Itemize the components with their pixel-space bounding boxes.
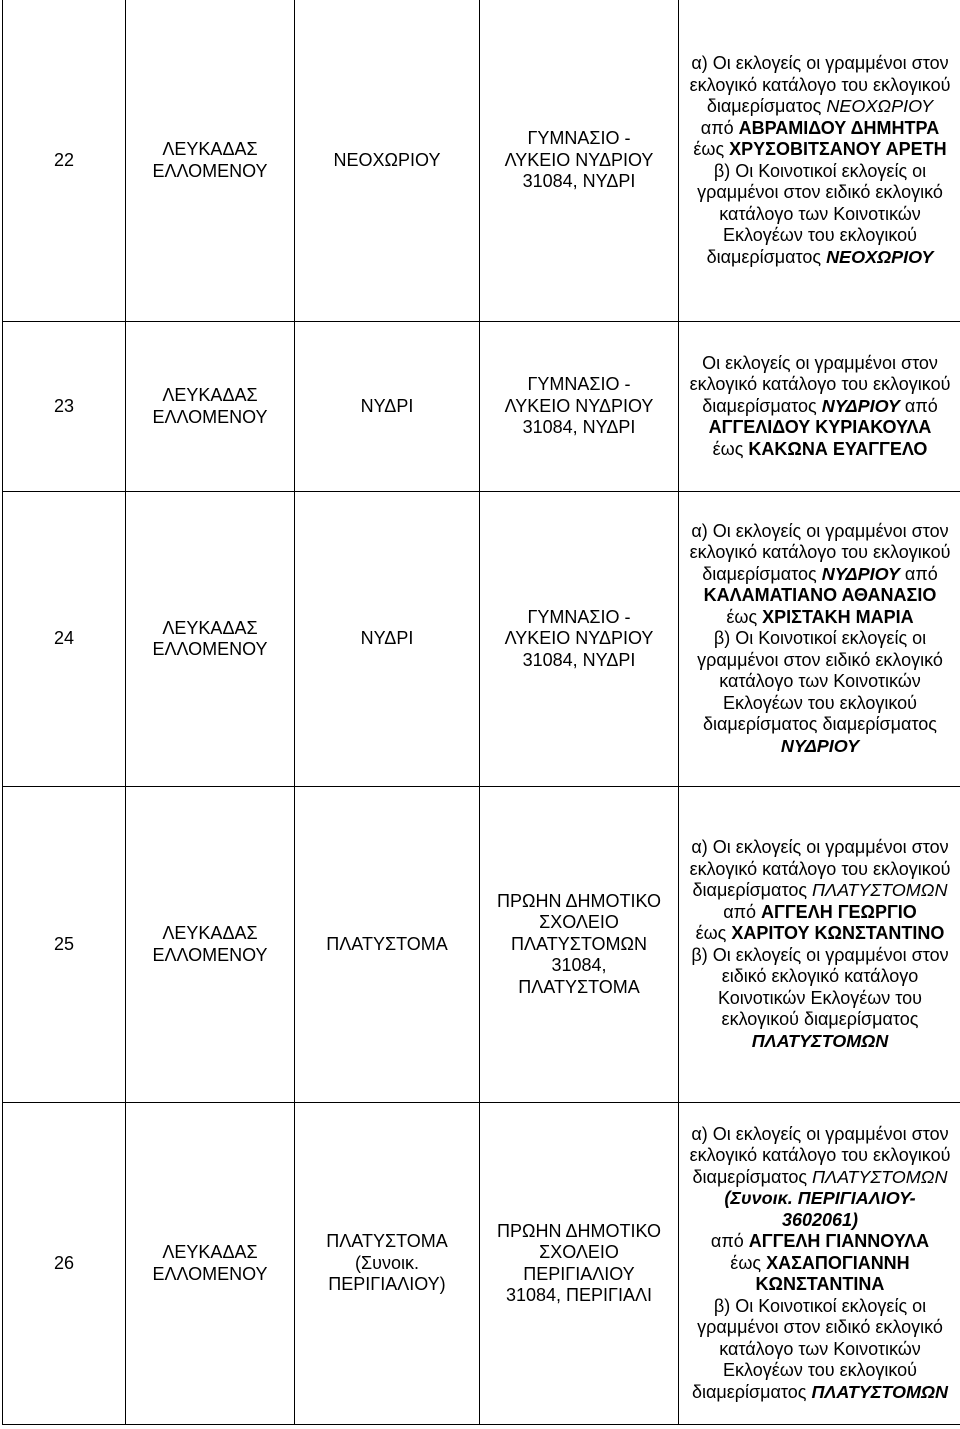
- description-segment: διαμερίσματος: [702, 563, 822, 584]
- description-segment: διαμερίσματος: [691, 1381, 812, 1402]
- description-segment: ΚΑΛΑΜΑΤΙΑΝΟ ΑΘΑΝΑΣΙΟ: [703, 585, 937, 606]
- table-row: [3, 1103, 960, 1425]
- school-line: ΠΡΩΗΝ ΔΗΜΟΤΙΚΟ: [497, 890, 661, 911]
- description-segment: γραμμένοι στον ειδικό εκλογικό: [697, 1317, 943, 1338]
- description-segment: γραμμένοι στον ειδικό εκλογικό: [697, 649, 943, 670]
- description-segment: κατάλογο των Κοινοτικών: [719, 1338, 921, 1359]
- description-line: [679, 607, 960, 629]
- place-line: (Συνοικ.: [355, 1252, 419, 1273]
- description-line: [679, 837, 960, 859]
- description-line: [679, 1210, 960, 1232]
- municipality-line: ΛΕΥΚΑΔΑΣ: [162, 139, 258, 159]
- description-segment: εκλογικού διαμερίσματος: [721, 1009, 919, 1029]
- place-line: ΝΥΔΡΙ: [360, 395, 414, 416]
- municipality-line: ΕΛΛΟΜΕΝΟΥ: [152, 406, 268, 427]
- description-line: [679, 671, 960, 693]
- description-line: [679, 880, 960, 902]
- description-line: [679, 1167, 960, 1189]
- description-segment: (Συνοικ. ΠΕΡΙΓΙΑΛΙΟΥ-: [724, 1188, 916, 1209]
- description-line: [679, 859, 960, 881]
- description-line: [679, 139, 960, 161]
- cell-description: [679, 322, 960, 492]
- school-line: 31084, ΝΥΔΡΙ: [522, 171, 636, 192]
- description-line: [679, 1339, 960, 1361]
- cell-school: [480, 1103, 679, 1425]
- description-line: [679, 736, 960, 758]
- school-line: 31084, ΠΕΡΙΓΙΑΛΙ: [505, 1285, 652, 1305]
- place-line: ΠΛΑΤΥΣΤΟΜΑ: [326, 933, 448, 954]
- cell-place: [295, 492, 480, 787]
- row-number: 24: [53, 628, 75, 649]
- description-segment: γραμμένοι στον ειδικό εκλογικό: [697, 182, 943, 202]
- school-line: 31084, ΝΥΔΡΙ: [522, 417, 636, 438]
- cell-description: [679, 492, 960, 787]
- school-line: ΠΡΩΗΝ ΔΗΜΟΤΙΚΟ: [497, 1220, 661, 1241]
- description-segment: από: [700, 117, 739, 138]
- municipality-line: ΕΛΛΟΜΕΝΟΥ: [152, 160, 268, 181]
- description-line: [679, 182, 960, 204]
- description-segment: β) Οι Κοινοτικοί εκλογείς οι: [713, 1295, 927, 1316]
- cell-school: [480, 0, 679, 322]
- description-segment: Εκλογέων του εκλογικού: [723, 692, 917, 713]
- municipality-line: ΕΛΛΟΜΕΝΟΥ: [152, 639, 268, 659]
- description-segment: ΑΓΓΕΛΗ ΓΙΑΝΝΟΥΛΑ: [748, 1231, 930, 1252]
- description-line: [679, 902, 960, 924]
- description-line: [679, 585, 960, 607]
- description-segment: ΑΓΓΕΛΗ ΓΕΩΡΓΙΟ: [761, 901, 917, 922]
- description-segment: κατάλογο των Κοινοτικών: [719, 671, 921, 692]
- school-line: ΛΥΚΕΙΟ ΝΥΔΡΙΟΥ: [504, 149, 654, 170]
- description-line: [679, 966, 960, 988]
- description-segment: από: [723, 901, 762, 922]
- cell-municipality: [126, 787, 295, 1103]
- school-line: ΓΥΜΝΑΣΙΟ -: [527, 606, 631, 627]
- description-line: [679, 161, 960, 183]
- description-line: [679, 650, 960, 672]
- description-segment: β) Οι Κοινοτικοί εκλογείς οι: [713, 628, 927, 649]
- description-segment: ΝΕΟΧΩΡΙΟΥ: [826, 96, 934, 116]
- school-line: ΛΥΚΕΙΟ ΝΥΔΡΙΟΥ: [504, 395, 654, 416]
- school-line: ΛΥΚΕΙΟ ΝΥΔΡΙΟΥ: [504, 628, 654, 649]
- cell-school: [480, 787, 679, 1103]
- cell-place: [295, 322, 480, 492]
- description-segment: έως: [712, 438, 749, 459]
- cell-municipality: [126, 1103, 295, 1425]
- cell-number: [3, 1103, 126, 1425]
- description-segment: β) Οι εκλογείς οι γραμμένοι στον: [691, 944, 949, 965]
- municipality-line: ΛΕΥΚΑΔΑΣ: [162, 923, 258, 943]
- description-segment: έως: [730, 1252, 767, 1273]
- description-segment: α) Οι εκλογείς οι γραμμένοι στον: [691, 1123, 949, 1144]
- row-number: 22: [53, 149, 75, 170]
- description-line: [679, 1124, 960, 1146]
- description-segment: ΚΩΝΣΤΑΝΤΙΝΑ: [755, 1274, 885, 1295]
- description-line: [679, 439, 960, 461]
- description-segment: από: [899, 395, 938, 416]
- description-segment: εκλογικό κατάλογο του εκλογικού: [689, 858, 951, 879]
- description-segment: ΝΕΟΧΩΡΙΟΥ: [826, 246, 934, 267]
- cell-municipality: [126, 492, 295, 787]
- description-segment: ΝΥΔΡΙΟΥ: [780, 735, 860, 756]
- description-line: [679, 1253, 960, 1275]
- municipality-line: ΕΛΛΟΜΕΝΟΥ: [152, 944, 268, 965]
- description-segment: 3602061): [781, 1209, 859, 1230]
- description-segment: ειδικό εκλογικό κατάλογο: [721, 966, 919, 986]
- description-line: [679, 1296, 960, 1318]
- description-line: [679, 1188, 960, 1210]
- description-line: [679, 225, 960, 247]
- description-segment: Κοινοτικών Εκλογέων του: [717, 987, 923, 1008]
- cell-description: [679, 0, 960, 322]
- description-segment: διαμερίσματος: [692, 880, 813, 900]
- school-line: ΠΛΑΤΥΣΤΟΜΑ: [518, 976, 640, 997]
- table-row: [3, 0, 960, 322]
- description-segment: ΧΡΥΣΟΒΙΤΣΑΝΟΥ ΑΡΕΤΗ: [729, 139, 947, 159]
- description-line: [679, 417, 960, 439]
- description-segment: ΠΛΑΤΥΣΤΟΜΩΝ: [812, 1166, 948, 1187]
- description-line: [679, 1317, 960, 1339]
- description-line: [679, 396, 960, 418]
- description-line: [679, 945, 960, 967]
- cell-number: [3, 322, 126, 492]
- school-line: ΓΥΜΝΑΣΙΟ -: [527, 128, 631, 149]
- description-segment: εκλογικό κατάλογο του εκλογικού: [689, 374, 951, 395]
- cell-number: [3, 492, 126, 787]
- description-line: [679, 1360, 960, 1382]
- school-line: ΓΥΜΝΑΣΙΟ -: [527, 374, 631, 395]
- description-segment: διαμερίσματος: [706, 246, 827, 267]
- school-line: ΠΛΑΤΥΣΤΟΜΩΝ: [511, 933, 647, 954]
- school-line: 31084, ΝΥΔΡΙ: [522, 649, 636, 670]
- description-segment: α) Οι εκλογείς οι γραμμένοι στον: [691, 53, 949, 73]
- municipality-line: ΛΕΥΚΑΔΑΣ: [162, 385, 258, 405]
- election-table-body: [3, 0, 960, 1425]
- description-segment: εκλογικό κατάλογο του εκλογικού: [689, 542, 951, 563]
- description-segment: κατάλογο των Κοινοτικών: [719, 203, 921, 224]
- description-line: [679, 96, 960, 118]
- description-line: [679, 564, 960, 586]
- place-line: ΝΥΔΡΙ: [360, 628, 414, 649]
- description-segment: έως: [695, 923, 732, 943]
- table-row: [3, 322, 960, 492]
- description-segment: ΧΡΙΣΤΑΚΗ ΜΑΡΙΑ: [762, 606, 914, 627]
- description-line: [679, 204, 960, 226]
- description-line: [679, 988, 960, 1010]
- description-segment: ΠΛΑΤΥΣΤΟΜΩΝ: [811, 1381, 949, 1402]
- municipality-line: ΕΛΛΟΜΕΝΟΥ: [152, 1263, 268, 1284]
- description-line: [679, 628, 960, 650]
- description-segment: διαμερίσματος: [706, 96, 827, 116]
- description-segment: έως: [726, 606, 763, 627]
- description-segment: από: [710, 1231, 749, 1252]
- place-line: ΠΕΡΙΓΙΑΛΙΟΥ): [328, 1274, 446, 1295]
- description-segment: διαμερίσματος: [692, 1166, 813, 1187]
- description-segment: Εκλογέων του εκλογικού: [723, 225, 917, 245]
- description-line: [679, 693, 960, 715]
- description-segment: β) Οι Κοινοτικοί εκλογείς οι: [713, 160, 927, 181]
- description-line: [679, 118, 960, 140]
- place-line: ΝΕΟΧΩΡΙΟΥ: [333, 149, 441, 170]
- cell-number: [3, 0, 126, 322]
- description-segment: Εκλογέων του εκλογικού: [723, 1360, 917, 1381]
- description-line: [679, 1145, 960, 1167]
- cell-description: [679, 1103, 960, 1425]
- description-line: [679, 1031, 960, 1053]
- description-segment: ΝΥΔΡΙΟΥ: [821, 563, 900, 584]
- description-segment: ΝΥΔΡΙΟΥ: [821, 395, 900, 416]
- description-line: [679, 353, 960, 375]
- description-line: [679, 247, 960, 269]
- election-districts-table: [2, 0, 960, 1425]
- cell-place: [295, 787, 480, 1103]
- cell-number: [3, 787, 126, 1103]
- cell-description: [679, 787, 960, 1103]
- description-line: [679, 714, 960, 736]
- place-line: ΠΛΑΤΥΣΤΟΜΑ: [326, 1231, 448, 1252]
- description-segment: από: [899, 563, 938, 584]
- description-line: [679, 1382, 960, 1404]
- school-line: ΣΧΟΛΕΙΟ: [539, 1242, 619, 1262]
- description-segment: α) Οι εκλογείς οι γραμμένοι στον: [691, 837, 949, 857]
- municipality-line: ΛΕΥΚΑΔΑΣ: [162, 617, 258, 638]
- table-row: [3, 492, 960, 787]
- cell-school: [480, 322, 679, 492]
- description-line: [679, 521, 960, 543]
- description-segment: έως: [693, 139, 730, 159]
- description-segment: ΧΑΣΑΠΟΓΙΑΝΝΗ: [766, 1252, 910, 1273]
- description-line: [679, 1231, 960, 1253]
- description-line: [679, 542, 960, 564]
- cell-municipality: [126, 322, 295, 492]
- school-line: ΠΕΡΙΓΙΑΛΙΟΥ: [523, 1263, 635, 1284]
- description-segment: διαμερίσματος διαμερίσματος: [703, 714, 937, 735]
- description-line: [679, 374, 960, 396]
- cell-school: [480, 492, 679, 787]
- description-segment: ΧΑΡΙΤΟΥ ΚΩΝΣΤΑΝΤΙΝΟ: [731, 923, 945, 943]
- description-segment: ΑΒΡΑΜΙΔΟΥ ΔΗΜΗΤΡΑ: [738, 117, 940, 138]
- description-line: [679, 923, 960, 945]
- cell-place: [295, 0, 480, 322]
- cell-municipality: [126, 0, 295, 322]
- description-segment: εκλογικό κατάλογο του εκλογικού: [689, 74, 951, 95]
- description-segment: ΚΑΚΩΝΑ ΕΥΑΓΓΕΛΟ: [748, 438, 928, 459]
- description-segment: διαμερίσματος: [702, 395, 822, 416]
- description-line: [679, 53, 960, 75]
- table-row: [3, 787, 960, 1103]
- description-segment: ΠΛΑΤΥΣΤΟΜΩΝ: [751, 1030, 889, 1051]
- description-segment: α) Οι εκλογείς οι γραμμένοι στον: [691, 520, 949, 541]
- row-number: 23: [53, 395, 75, 416]
- description-segment: ΠΛΑΤΥΣΤΟΜΩΝ: [812, 880, 948, 900]
- row-number: 26: [53, 1252, 75, 1273]
- cell-place: [295, 1103, 480, 1425]
- description-segment: ΑΓΓΕΛΙΔΟΥ ΚΥΡΙΑΚΟΥΛΑ: [708, 417, 932, 438]
- municipality-line: ΛΕΥΚΑΔΑΣ: [162, 1242, 258, 1262]
- description-segment: Οι εκλογείς οι γραμμένοι στον: [702, 352, 938, 373]
- description-line: [679, 1009, 960, 1031]
- description-line: [679, 1274, 960, 1296]
- description-line: [679, 75, 960, 97]
- school-line: 31084,: [551, 955, 607, 976]
- row-number: 25: [53, 933, 75, 954]
- school-line: ΣΧΟΛΕΙΟ: [539, 912, 619, 933]
- description-segment: εκλογικό κατάλογο του εκλογικού: [689, 1145, 951, 1166]
